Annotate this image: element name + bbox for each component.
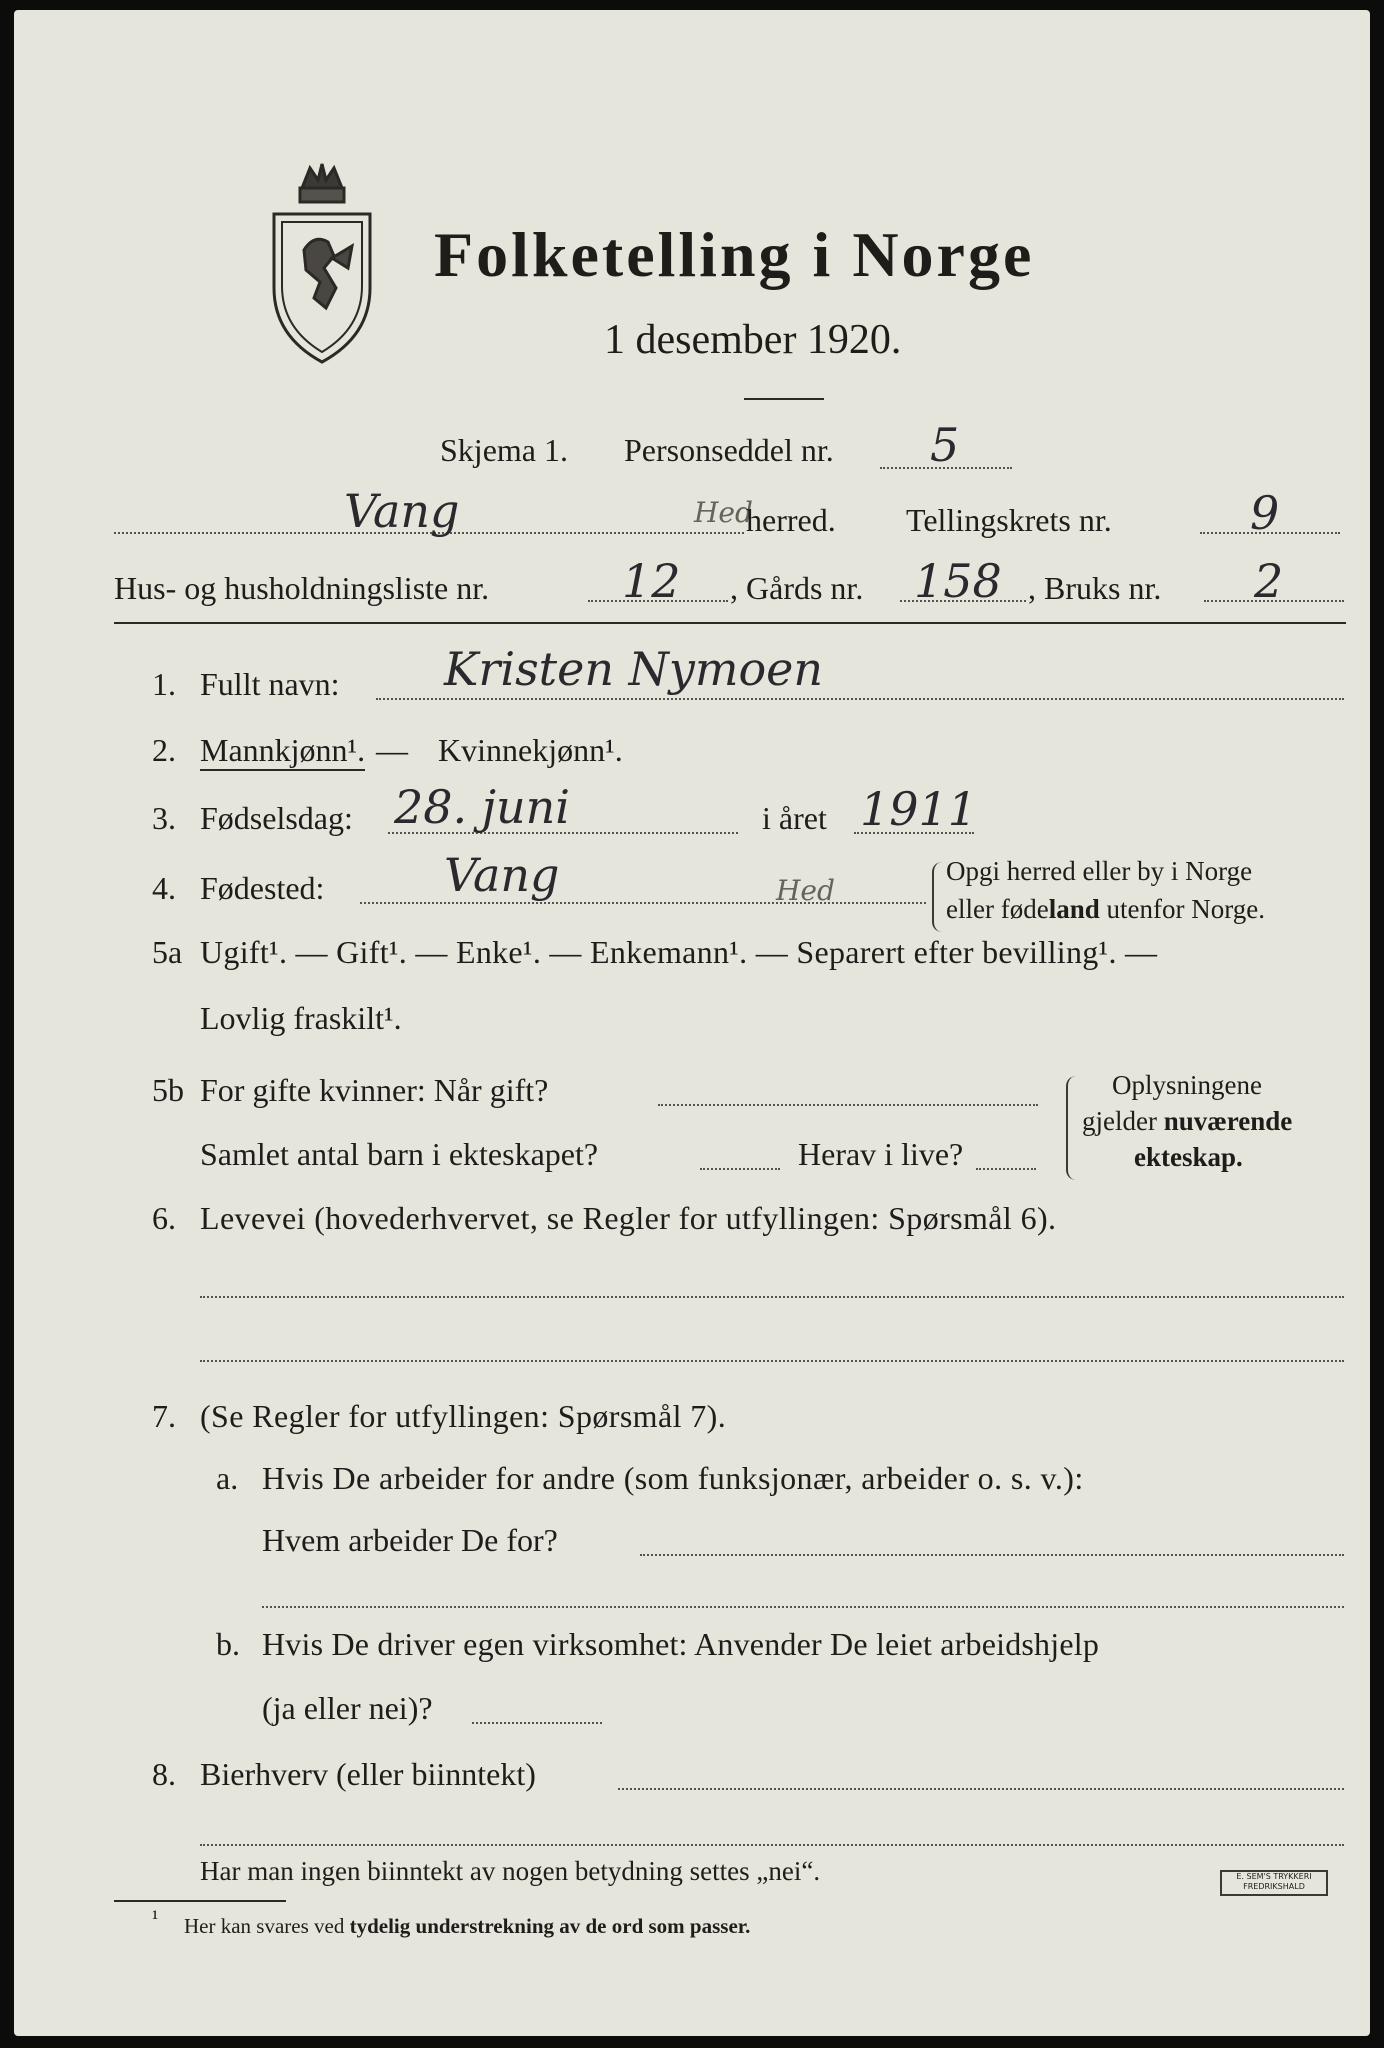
q5b-alive-label: Herav i live?	[798, 1136, 964, 1172]
gards-label: , Gårds nr.	[730, 570, 864, 606]
gards-value: 158	[914, 554, 1002, 608]
q5b-note-line2: gjelder nuværende	[1082, 1106, 1293, 1136]
birth-year-label: i året	[762, 800, 827, 836]
person-slip-value: 5	[930, 418, 960, 472]
full-name-field[interactable]	[376, 698, 1344, 700]
footnote-divider	[114, 1900, 286, 1902]
schema-label: Skjema 1.	[440, 432, 568, 468]
footnote-text: Her kan svares ved tydelig understrekning av de ord som passer.	[184, 1914, 751, 1938]
side-income-field-2[interactable]	[200, 1844, 1344, 1846]
side-income-field-1[interactable]	[618, 1788, 1344, 1790]
q6-number: 6.	[152, 1200, 176, 1236]
title-divider	[744, 398, 824, 400]
q7a-employer-label: Hvem arbeider De for?	[262, 1522, 558, 1558]
form-title: Folketelling i Norge	[434, 219, 1035, 290]
q4-number: 4.	[152, 870, 176, 906]
birthplace-field[interactable]	[360, 902, 926, 904]
q3-label: Fødselsdag:	[200, 800, 353, 836]
male-option[interactable]: Mannkjønn¹.	[200, 732, 365, 771]
q5b-note-brace	[1066, 1076, 1078, 1180]
q7a-letter: a.	[216, 1460, 239, 1496]
header-rule	[114, 622, 1346, 624]
bruks-label: , Bruks nr.	[1028, 570, 1162, 606]
q5b-note-line1: Oplysningene	[1112, 1070, 1262, 1100]
occupation-field-1[interactable]	[200, 1296, 1344, 1298]
household-list-label: Hus- og husholdningsliste nr.	[114, 570, 490, 606]
q4-note-line1: Opgi herred eller by i Norge	[946, 856, 1253, 886]
herred-label: herred.	[746, 502, 836, 538]
q2-separator: —	[376, 732, 408, 768]
female-option[interactable]: Kvinnekjønn¹.	[438, 732, 623, 768]
q7-label: (Se Regler for utfyllingen: Spørsmål 7).	[200, 1398, 727, 1434]
q3-number: 3.	[152, 800, 176, 836]
coat-of-arms-icon	[262, 158, 382, 368]
birthplace-value: Vang	[444, 848, 560, 902]
q7a-question: Hvis De arbeider for andre (som funksjonær, arbeider o. s. v.):	[262, 1460, 1084, 1496]
q7b-question: Hvis De driver egen virksomhet: Anvender De leiet arbeidshjelp	[262, 1626, 1100, 1662]
children-alive-field[interactable]	[976, 1168, 1036, 1170]
employer-field-1[interactable]	[640, 1554, 1344, 1556]
household-list-value: 12	[622, 554, 681, 608]
birthday-value: 28. juni	[394, 780, 571, 834]
q5a-number: 5a	[152, 934, 183, 970]
occupation-field-2[interactable]	[200, 1360, 1344, 1362]
census-form-page	[14, 10, 1370, 2036]
printer-stamp: E. SEM'S TRYKKERI FREDRIKSHALD	[1220, 1870, 1328, 1896]
footnote-marker: ¹	[152, 1906, 159, 1930]
q8-label: Bierhverv (eller biinntekt)	[200, 1756, 536, 1792]
marital-status-options-cont[interactable]: Lovlig fraskilt¹.	[200, 1000, 402, 1036]
hired-help-field[interactable]	[472, 1722, 602, 1724]
person-slip-label: Personseddel nr.	[624, 432, 834, 468]
birthplace-note: Hed	[776, 874, 835, 907]
children-count-field[interactable]	[700, 1168, 780, 1170]
q7-number: 7.	[152, 1398, 176, 1434]
q8-number: 8.	[152, 1756, 176, 1792]
q4-label: Fødested:	[200, 870, 325, 906]
krets-value: 9	[1250, 486, 1280, 540]
q5b-number: 5b	[152, 1072, 184, 1108]
q5b-note-line3: ekteskap.	[1134, 1142, 1243, 1172]
herred-value: Vang	[344, 484, 460, 538]
q4-note-brace	[932, 862, 942, 932]
q7b-letter: b.	[216, 1626, 240, 1662]
q5b-children-label: Samlet antal barn i ekteskapet?	[200, 1136, 599, 1172]
bruks-value: 2	[1254, 554, 1284, 608]
q5b-when-married-label: For gifte kvinner: Når gift?	[200, 1072, 549, 1108]
employer-field-2[interactable]	[262, 1606, 1344, 1608]
q1-label: Fullt navn:	[200, 666, 340, 702]
q4-note-line2: eller fødeland utenfor Norge.	[946, 894, 1265, 924]
side-income-note: Har man ingen biinntekt av nogen betydning settes „nei“.	[200, 1856, 821, 1886]
q2-number: 2.	[152, 732, 176, 768]
herred-note: Hed	[694, 496, 753, 529]
full-name-value: Kristen Nymoen	[444, 642, 824, 696]
q7b-yes-no-label: (ja eller nei)?	[262, 1690, 433, 1726]
q1-number: 1.	[152, 666, 176, 702]
when-married-field[interactable]	[658, 1104, 1038, 1106]
birth-year-value: 1911	[860, 782, 978, 836]
census-date: 1 desember 1920.	[604, 317, 902, 363]
krets-label: Tellingskrets nr.	[906, 502, 1112, 538]
q6-label: Levevei (hovederhvervet, se Regler for utfyllingen: Spørsmål 6).	[200, 1200, 1057, 1236]
marital-status-options[interactable]: Ugift¹. — Gift¹. — Enke¹. — Enkemann¹. — Separert efter bevilling¹. —	[200, 934, 1158, 970]
